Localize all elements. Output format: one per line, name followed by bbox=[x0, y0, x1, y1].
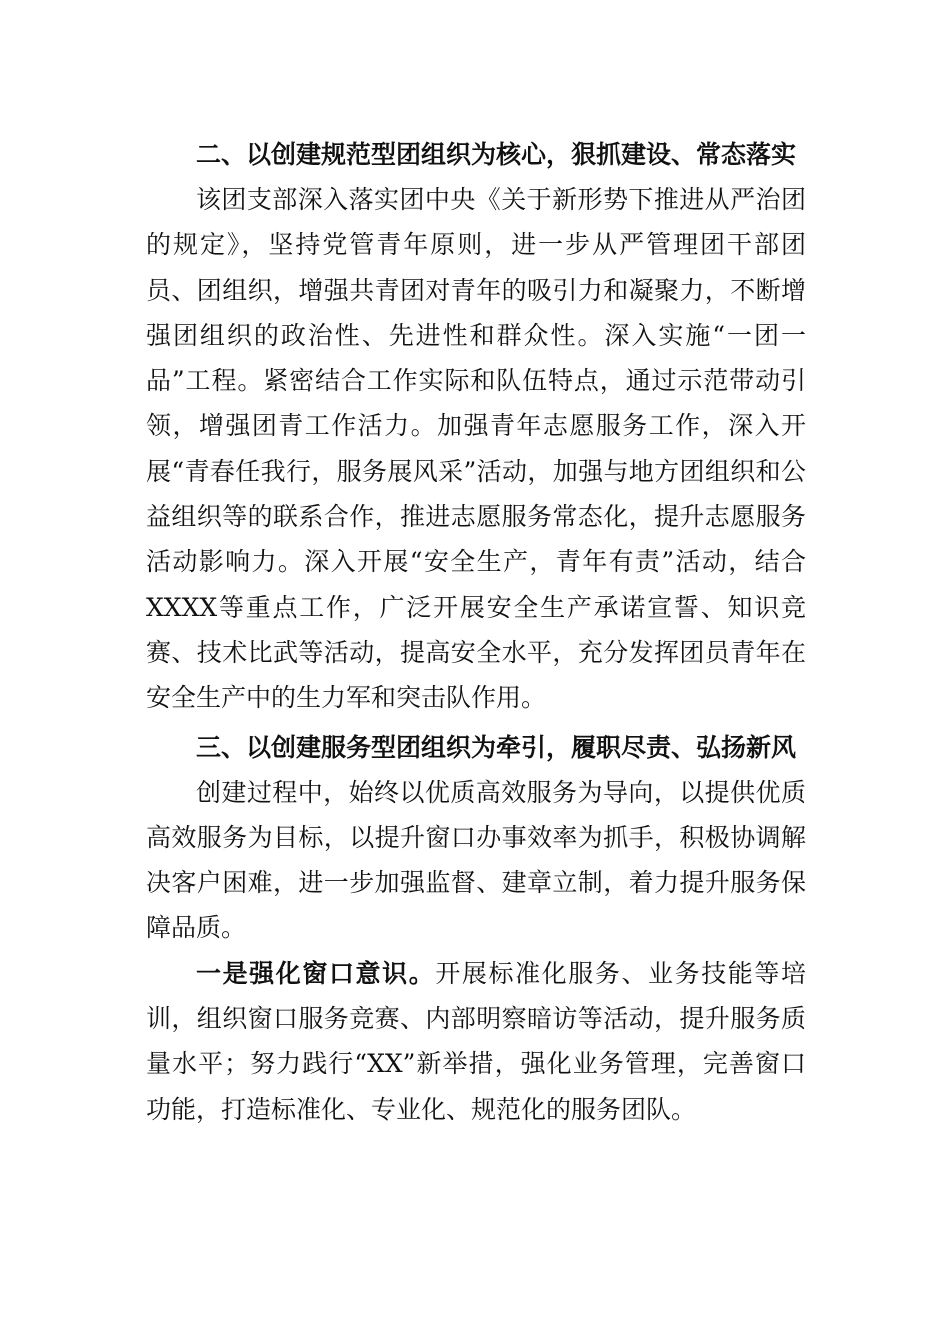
document-body bbox=[146, 132, 806, 1132]
section-3-item-1-lead: 一是强化窗口意识。 bbox=[196, 958, 436, 988]
section-3-paragraph: 创建过程中，始终以优质高效服务为导向，以提供优质高效服务为目标，以提升窗口办事效率为抓手，积极协调解决客户困难，进一步加强监督、建章立制，着力提升服务保障品质。 bbox=[146, 777, 806, 943]
section-2-heading: 二、以创建规范型团组织为核心，狠抓建设、常态落实 bbox=[196, 140, 797, 169]
section-3-heading: 三、以创建服务型团组织为牵引，履职尽责、弘扬新风 bbox=[196, 732, 797, 762]
section-3-item-1-body: 开展标准化服务、业务技能等培训，组织窗口服务竞赛、内部明察暗访等活动，提升服务质量水平；努力践行“XX”新举措，强化业务管理，完善窗口功能，打造标准化、专业化、规范化的服务团队。 bbox=[146, 958, 806, 1124]
section-3-item-1 bbox=[146, 951, 806, 1132]
section-2-paragraph: 该团支部深入落实团中央《关于新形势下推进从严治团的规定》，坚持党管青年原则，进一步从严管理团干部团员、团组织，增强共青团对青年的吸引力和凝聚力，不断增强团组织的政治性、先进性和群众性。深入实施“一团一品”工程。紧密结合工作实际和队伍特点，通过示范带动引领，增强团青工作活力。加强青年志愿服务工作，深入开展“青春任我行，服务展风采”活动，加强与地方团组织和公益组织等的联系合作，推进志愿服务常态化，提升志愿服务活动影响力。深入开展“安全生产，青年有责”活动，结合XXXX等重点工作，广泛开展安全生产承诺宣誓、知识竞赛、技术比武等活动，提高安全水平，充分发挥团员青年在安全生产中的生力军和突击队作用。 bbox=[146, 185, 806, 713]
